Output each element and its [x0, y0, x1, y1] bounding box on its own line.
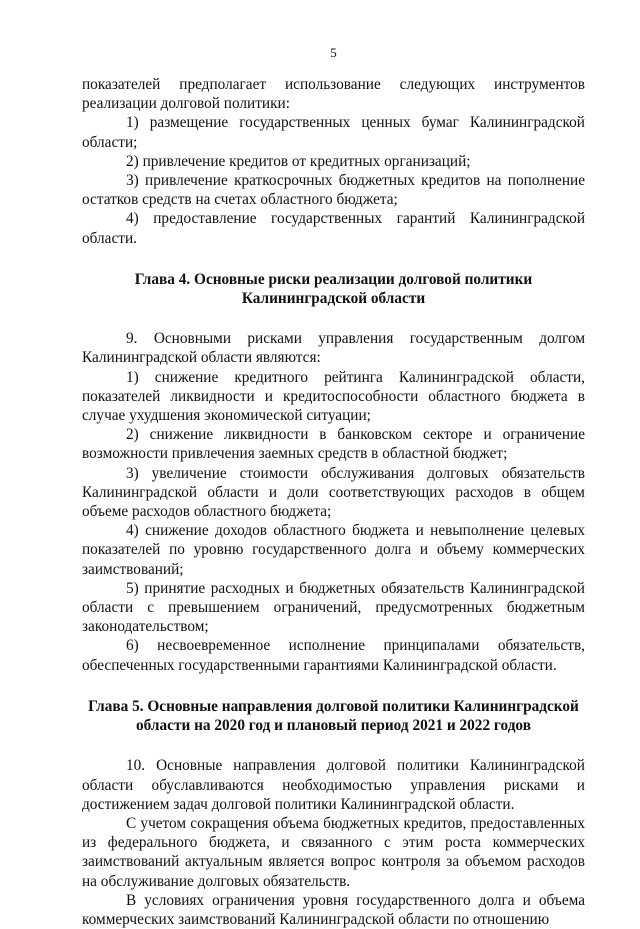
risk-item-3: 3) увеличение стоимости обслуживания долговых обязательств Калининградской области и доли соответствующих расходов в общем объеме расходов областного бюджета;: [82, 464, 585, 521]
risk-item-4: 4) снижение доходов областного бюджета и невыполнение целевых показателей по уровню государственного долга и объему коммерческих заимствований;: [82, 522, 585, 578]
paragraph-11: С учетом сокращения объема бюджетных кредитов, предоставленных из федерального бюджета, и связанного с этим роста коммерческих заимствований актуальным является вопрос контроля за объемом расходов на обслуживание долговых обязательств.: [82, 814, 585, 890]
risk-item-6: 6) несвоевременное исполнение принципалами обязательств, обеспеченных государственными гарантиями Калининградской области.: [82, 637, 585, 674]
risk-item-1: 1) снижение кредитного рейтинга Калининградской области, показателей ликвидности и кредитоспособности областного бюджета в случае ухудшения экономической ситуации;: [82, 368, 585, 425]
chapter-4-heading: [82, 270, 585, 308]
chapter-5-heading-line-2: области на 2020 год и плановый период 2021 и 2022 годов: [136, 717, 531, 735]
instrument-item-1: 1) размещение государственных ценных бумаг Калининградской области;: [82, 114, 585, 151]
paragraph-10: 10. Основные направления долговой политики Калининградской области обуславливаются необходимостью управления рисками и достижением задач долговой политики Калининградской области.: [82, 757, 585, 813]
instrument-item-4: 4) предоставление государственных гарантий Калининградской области.: [82, 210, 585, 247]
page-number: 5: [330, 45, 337, 60]
chapter-5-heading: [82, 697, 585, 735]
risk-item-2: 2) снижение ликвидности в банковском секторе и ограничение возможности привлечения заемных средств в областной бюджет;: [82, 426, 585, 463]
chapter-4-heading-line-2: Калининградской области: [241, 290, 426, 308]
paragraph-12: В условиях ограничения уровня государственного долга и объема коммерческих заимствований Калининградской области по отношению: [82, 891, 585, 928]
instrument-item-2: 2) привлечение кредитов от кредитных организаций;: [126, 152, 471, 170]
risk-item-5: 5) принятие расходных и бюджетных обязательств Калининградской области с превышением ограничений, предусмотренных бюджетным законодательством;: [82, 579, 585, 636]
chapter-4-heading-line-1: Глава 4. Основные риски реализации долговой политики: [134, 270, 533, 288]
instrument-item-3: 3) привлечение краткосрочных бюджетных кредитов на пополнение остатков средств на счетах областного бюджета;: [82, 172, 585, 209]
paragraph-9-lead: 9. Основными рисками управления государственным долгом Калининградской области являются:: [82, 330, 585, 367]
intro-paragraph: показателей предполагает использование следующих инструментов реализации долговой политики:: [82, 76, 585, 113]
chapter-5-heading-line-1: Глава 5. Основные направления долговой политики Калининградской: [88, 697, 579, 715]
